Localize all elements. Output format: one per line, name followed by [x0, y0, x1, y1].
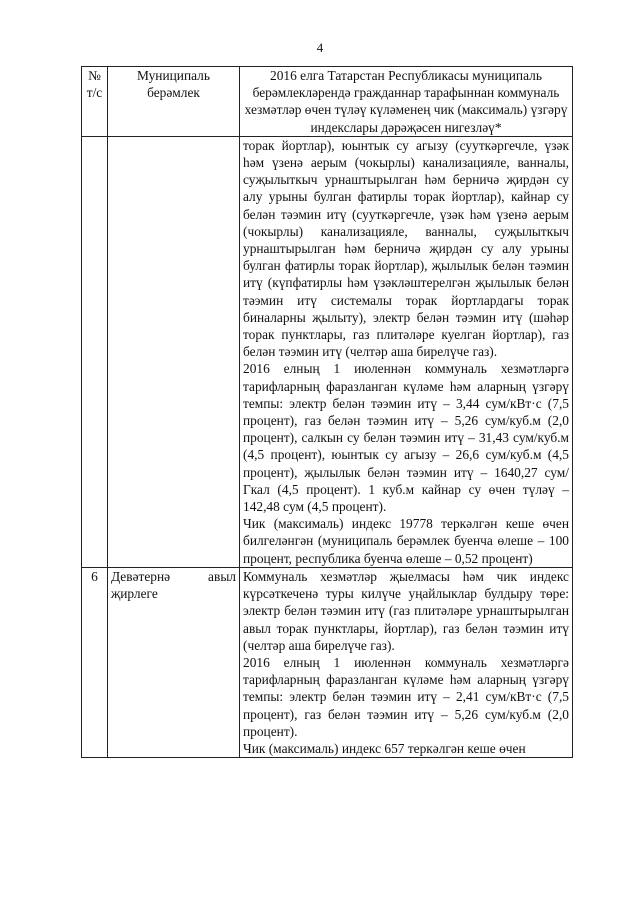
page-number: 4 — [316, 40, 324, 55]
row-description — [240, 136, 573, 567]
description-paragraph: торак йортлар), юынтык су агызу (сууткәргечле, үзәк һәм үзенә аерым (чокырлы) канализацияле, ванналы, суҗылыткыч урнаштырылган һәм берничә җирдән су алу урыны булган фатирлы торак йортлар), кайнар су белән тәэмин итү (сууткәргечле, үзәк һәм үзенә аерым (чокырлы) канализацияле, ванналы, суҗылыткыч урнаштырылган һәм берничә җирдән су алу урыны булган фатирлы торак йортлар), җылылык белән тәэмин итү (күпфатирлы һәм үзәкләштерелгән җылылык белән тәэмин итү системалы торак йортлардагы торак биналарны җылыту), электр белән тәэмин итү (шәһәр торак пунктлары, газ плитәләре куелган йортлар), газ белән тәэмин итү (челтәр аша бирелүче газ). — [243, 137, 569, 360]
row-number: 6 — [82, 567, 108, 757]
header-index: 2016 елга Татарстан Республикасы муниципаль берәмлекләрендә гражданнар тарафыннан коммуналь хезмәтләр өчен түләү күләменең чик (максималь) үзгәрү индекслары дәрәҗәсен нигезләү* — [240, 67, 573, 137]
table-row — [82, 567, 573, 757]
header-municipality: Муниципаль берәмлек — [108, 67, 240, 137]
row-number — [82, 136, 108, 567]
description-paragraph: 2016 елның 1 июленнән коммуналь хезмәтләргә тарифларның фаразланган күләме һәм аларның үзгәрү темпы: электр белән тәэмин итү – 2,41 сум/кВт·с (7,5 процент), газ белән тәэмин итү – 5,26 сум/куб.м (2,0 процент). — [243, 654, 569, 739]
description-paragraph: Чик (максималь) индекс 19778 теркәлгән кеше өчен билгеләнгән (муниципаль берәмлек буенча өлеше – 100 процент, республика буенча өлеше – 0,52 процент) — [243, 516, 569, 566]
row-municipality: Девәтернә авыл җирлеге — [108, 567, 240, 757]
description-paragraph: 2016 елның 1 июленнән коммуналь хезмәтләргә тарифларның фаразланган күләме һәм аларның үзгәрү темпы: электр белән тәэмин итү – 3,44 сум/кВт·с (7,5 процент), газ белән тәэмин итү – 5,26 сум/куб.м (2,0 процент), салкын су белән тәэмин итү – 31,43 сум/куб.м (4,5 процент), юынтык су агызу – 26,6 сум/куб.м (4,5 процент), җылылык белән тәэмин итү – 1640,27 сум/Гкал (4,5 процент). 1 куб.м кайнар су өчен түләү – 142,48 сум (4,5 процент). — [243, 361, 569, 515]
row-municipality — [108, 136, 240, 567]
row-description — [240, 567, 573, 757]
description-paragraph: Коммуналь хезмәтләр җыелмасы һәм чик индекс күрсәткеченә туры килүче уңайлыклар булдыру төре: электр белән тәэмин итү (газ плитәләре урнаштырылган авыл торак пунктлары, йортлар), газ белән тәэмин итү (челтәр аша бирелүче газ). — [243, 568, 569, 653]
table-row — [82, 136, 573, 567]
description-paragraph: Чик (максималь) индекс 657 теркәлгән кеше өчен — [243, 740, 526, 756]
table-header-row — [82, 67, 573, 137]
index-table — [81, 66, 573, 758]
header-no: № т/с — [82, 67, 108, 137]
